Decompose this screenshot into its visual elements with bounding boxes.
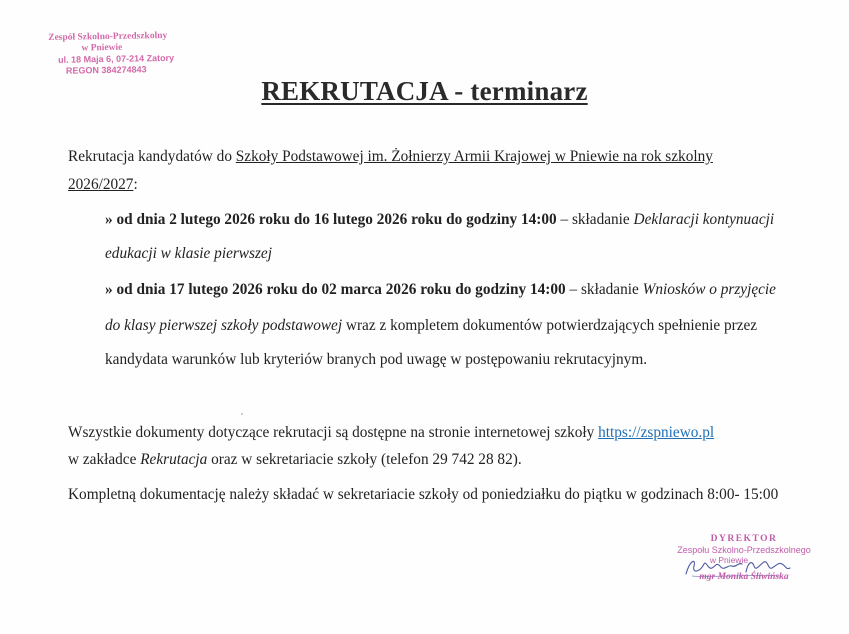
- submission-info: Kompletną dokumentację należy składać w sekretariacie szkoły od poniedziałku do piątku w godzinach 8:00- 15:00: [68, 486, 779, 503]
- signature-name: mgr Monika Śliwińska: [699, 572, 789, 582]
- signature-place: w Pniewie: [709, 555, 749, 565]
- schedule-item-2-document-cont: do klasy pierwszej szkoły podstawowej: [105, 317, 343, 334]
- school-stamp: [28, 31, 189, 78]
- intro-line-1: [68, 148, 713, 166]
- schedule-item-2-action: – składanie: [565, 281, 643, 298]
- schedule-item-2-line-3: kandydata warunków lub kryteriów branych pod uwagę w postępowaniu rekrutacyjnym.: [105, 351, 648, 368]
- school-website-link[interactable]: https://zspniewo.pl: [598, 424, 715, 441]
- schedule-item-1-marker: »: [105, 211, 113, 228]
- documents-info-text: Wszystkie dokumenty dotyczące rekrutacji są dostępne na stronie internetowej szkoły: [68, 424, 599, 441]
- signature-role: DYREKTOR: [710, 534, 778, 544]
- intro-line-2: [68, 176, 138, 194]
- schedule-item-2-line-2: [105, 317, 757, 335]
- schedule-item-2-rest: wraz z kompletem dokumentów potwierdzających spełnienie przez: [342, 317, 758, 334]
- page-title: REKRUTACJA - terminarz: [261, 76, 588, 106]
- documents-info-line-1: [68, 424, 714, 442]
- intro-school-year: 2026/2027: [68, 176, 134, 193]
- schedule-item-2-marker: »: [105, 281, 113, 298]
- schedule-item-2-period: od dnia 17 lutego 2026 roku do 02 marca 2026 roku do godziny 14:00: [116, 281, 566, 298]
- director-signature-stamp: [664, 534, 834, 590]
- schedule-item-1-document: Deklaracji kontynuacji: [633, 211, 775, 228]
- documents-info-prefix: w zakładce: [68, 451, 141, 468]
- stamp-line-address: ul. 18 Maja 6, 07-214 Zatory: [57, 52, 175, 65]
- recruitment-tab-name: Rekrutacja: [140, 451, 208, 468]
- intro-suffix: :: [133, 176, 138, 193]
- schedule-item-1: [105, 211, 774, 229]
- signature-institution: Zespołu Szkolno-Przedszkolnego: [677, 545, 811, 555]
- schedule-item-1-action: – składanie: [556, 211, 634, 228]
- stamp-line-place: w Pniewie: [81, 42, 123, 54]
- intro-prefix: Rekrutacja kandydatów do: [68, 148, 236, 165]
- documents-info-suffix: oraz w sekretariacie szkoły (telefon 29 742 28 82).: [207, 451, 522, 468]
- schedule-item-2-document: Wniosków o przyjęcie: [642, 281, 776, 298]
- schedule-item-1-period: od dnia 2 lutego 2026 roku do 16 lutego 2026 roku do godziny 14:00: [116, 211, 557, 228]
- stamp-line-name: Zespół Szkolno-Przedszkolny: [48, 30, 168, 44]
- scan-speck: [241, 413, 243, 415]
- schedule-item-2: [105, 281, 776, 299]
- stamp-line-regon: REGON 384274843: [65, 64, 147, 76]
- schedule-item-1-document-cont: edukacji w klasie pierwszej: [105, 245, 272, 262]
- intro-school-name: Szkoły Podstawowej im. Żołnierzy Armii Krajowej w Pniewie na rok szkolny: [235, 148, 713, 165]
- documents-info-line-2: [68, 451, 522, 469]
